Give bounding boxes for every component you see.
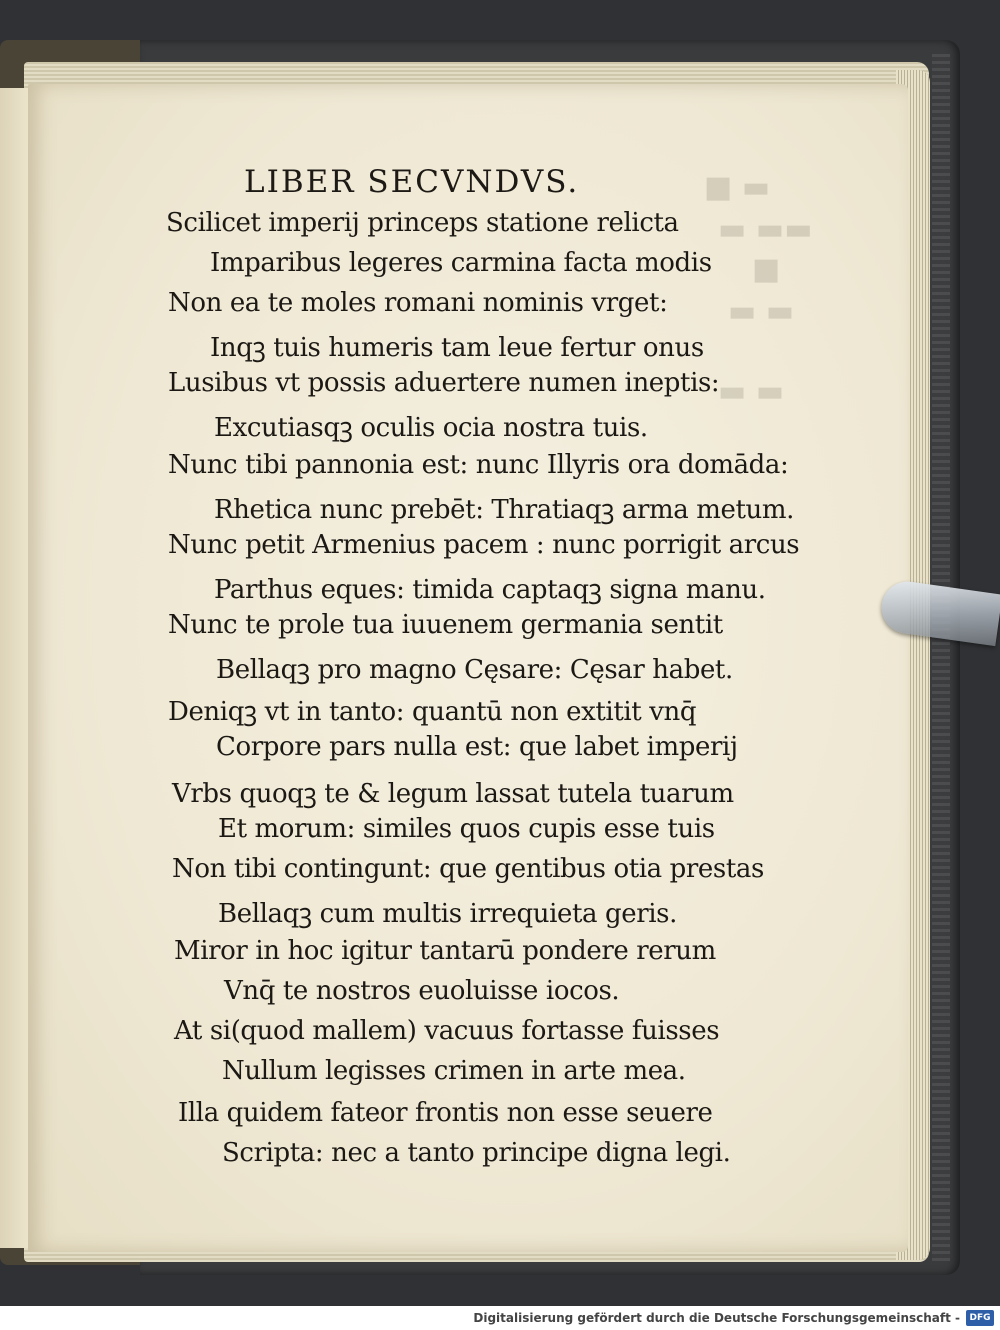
footer-bar <box>0 1306 1000 1330</box>
verse-line: Vnq̄ te nostros euoluisse iocos. <box>224 976 620 1006</box>
verse-line: Rhetica nunc prebēt: Thratiaqꝫ arma metum. <box>214 495 795 525</box>
verse-line: Bellaqꝫ pro magno Cęsare: Cęsar habet. <box>216 655 733 685</box>
verse-line: Lusibus vt possis aduertere numen ineptis: <box>168 368 720 398</box>
verse-line: Nunc petit Armenius pacem : nunc porrigit arcus <box>168 530 800 560</box>
dfg-logo: DFG <box>966 1310 994 1326</box>
page-heading: LIBER SECVNDVS. <box>244 164 580 200</box>
previous-page-edge <box>0 88 28 1248</box>
verse-line: Nunc tibi pannonia est: nunc Illyris ora domāda: <box>168 450 789 480</box>
verse-line: Non tibi contingunt: que gentibus otia prestas <box>172 854 764 884</box>
verse-line: Vrbs quoqꝫ te & legum lassat tutela tuarum <box>172 779 734 809</box>
verse-line: Excutiasqꝫ oculis ocia nostra tuis. <box>214 413 648 443</box>
verse-line: Corpore pars nulla est: que labet imperij <box>216 732 738 762</box>
verse-line: Nunc te prole tua iuuenem germania sentit <box>168 610 723 640</box>
funding-credit: Digitalisierung gefördert durch die Deutsche Forschungsgemeinschaft - <box>473 1311 960 1325</box>
text-block <box>28 84 908 1252</box>
verse-line: Nullum legisses crimen in arte mea. <box>222 1056 686 1086</box>
verse-line: Miror in hoc igitur tantarū pondere rerum <box>174 936 716 966</box>
verse-line: Et morum: similes quos cupis esse tuis <box>218 814 715 844</box>
verse-line: Non ea te moles romani nominis vrget: <box>168 288 668 318</box>
verse-line: Imparibus legeres carmina facta modis <box>210 248 712 278</box>
verse-line: Bellaqꝫ cum multis irrequieta geris. <box>218 899 677 929</box>
verse-line: Parthus eques: timida captaqꝫ signa manu. <box>214 575 766 605</box>
verse-line: At si(quod mallem) vacuus fortasse fuisses <box>174 1016 720 1046</box>
verse-line: Scripta: nec a tanto principe digna legi. <box>222 1138 731 1168</box>
verse-line: Illa quidem fateor frontis non esse seuere <box>178 1098 713 1128</box>
book-page: ■ ▬ ▬ ▬▬ ■ ▬ ▬ ▬ ▬ LIBER SECVNDVS. Scilicet imperij princeps statione relicta Imparibus legeres carmina facta modis Non ea te moles romani nominis vrget: Inqꝫ tuis humeris tam leue fertur onus Lusibus vt possis aduertere numen ineptis: Excutiasqꝫ oculis ocia nostra tuis. Nunc tibi pannonia est: nunc Illyris ora domāda: Rhetica nunc prebēt: Thratiaqꝫ arma metum. Nunc petit Armenius pacem : nunc porrigit arcus Parthus eques: timida captaqꝫ signa manu. Nunc te prole tua iuuenem germania sentit Bellaqꝫ pro magno Cęsare: Cęsar habet. Deniqꝫ vt in tanto: quantū non extitit vnq̄ Corpore pars nulla est: que labet imperij Vrbs quoqꝫ te & legum lassat tutela tuarum Et morum: similes quos cupis esse tuis Non tibi contingunt: que gentibus otia prestas Bellaqꝫ cum multis irrequieta geris. Miror in hoc igitur tantarū pondere rerum Vnq̄ te nostros euoluisse iocos. At si(quod mallem) vacuus fortasse fuisses Nullum legisses crimen in arte mea. Illa quidem fateor frontis non esse seuere Scripta: nec a tanto principe digna legi. <box>28 84 908 1252</box>
verse-line: Inqꝫ tuis humeris tam leue fertur onus <box>210 333 704 363</box>
verse-line: Deniqꝫ vt in tanto: quantū non extitit vnq̄ <box>168 697 697 727</box>
verse-line: Scilicet imperij princeps statione relicta <box>166 208 679 238</box>
